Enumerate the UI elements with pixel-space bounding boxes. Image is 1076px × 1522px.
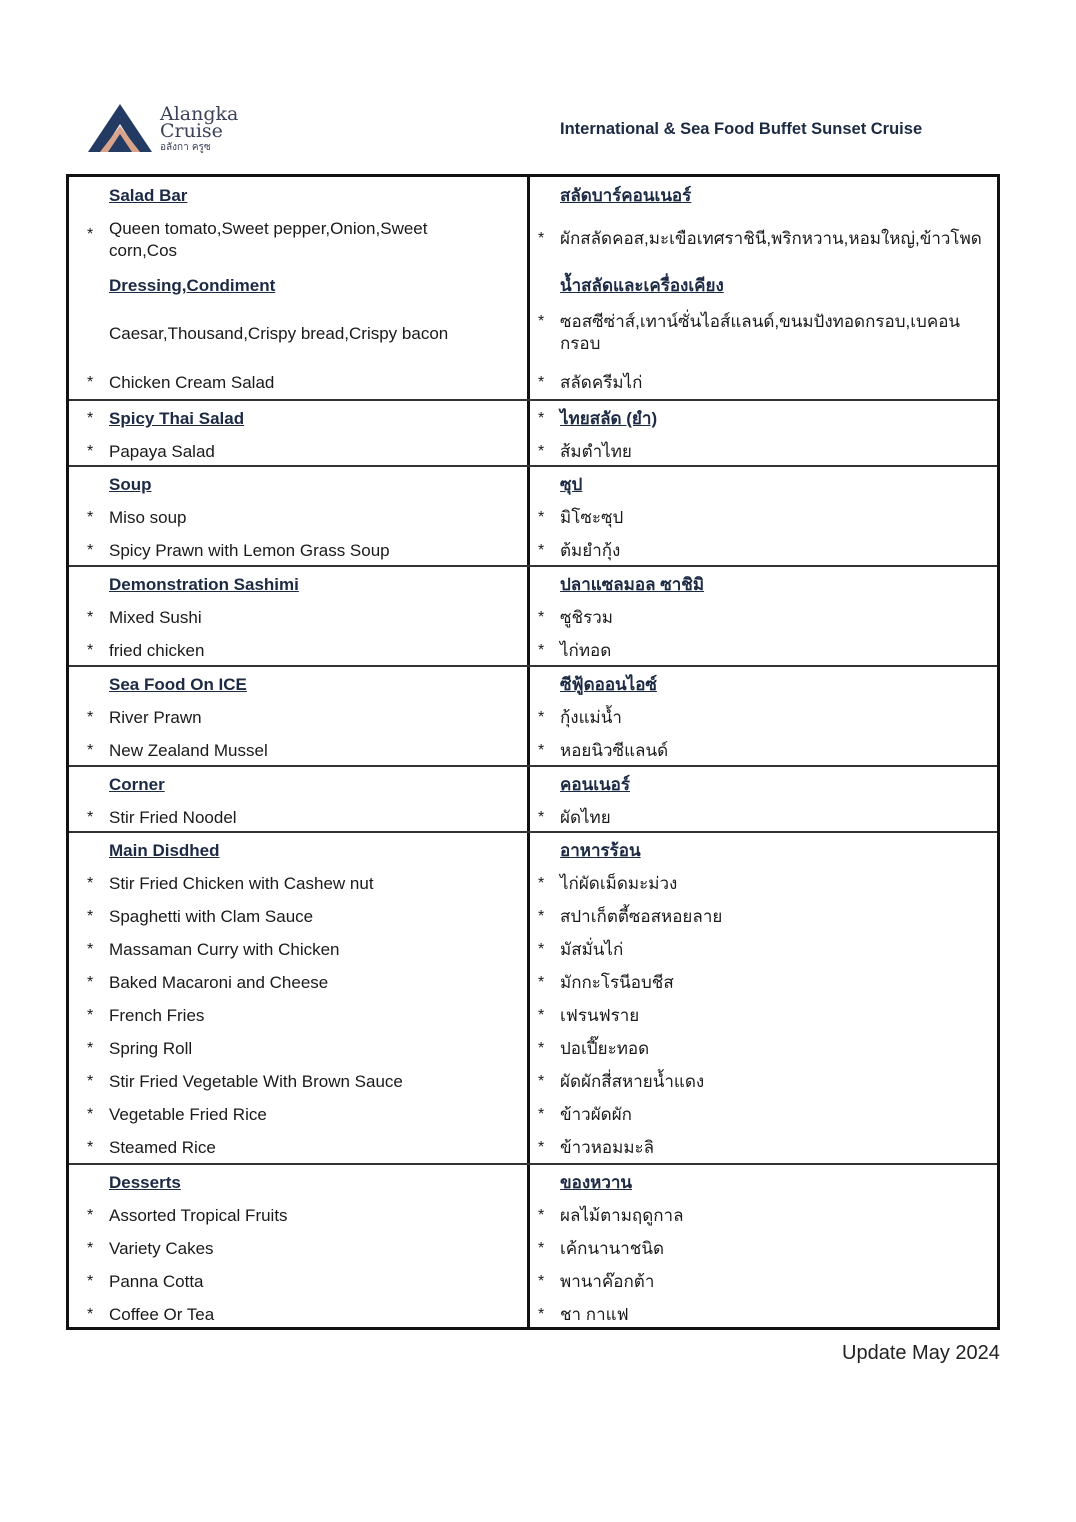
bullet-star-icon: * (87, 1306, 94, 1323)
document-title: International & Sea Food Buffet Sunset Cruise (560, 120, 923, 138)
bullet-star-icon: * (538, 709, 545, 726)
item-text: พานาค๊อกต้า (560, 1272, 655, 1291)
item-text: มัสมั่นไก่ (560, 940, 624, 959)
brand-logo (88, 104, 268, 156)
menu-item-en (109, 323, 469, 345)
bullet-star-icon: * (538, 1040, 545, 1057)
bullet-star-icon: * (538, 542, 545, 559)
bullet-star-icon: * (538, 974, 545, 991)
menu-item-th (538, 1104, 992, 1126)
section-heading-th (560, 574, 992, 596)
menu-section (69, 1163, 997, 1330)
menu-item-en (87, 1038, 469, 1060)
bullet-star-icon: * (538, 875, 545, 892)
menu-item-th (538, 1205, 992, 1227)
menu-item-en (87, 372, 469, 394)
bullet-star-icon: * (538, 1007, 545, 1024)
section-heading-en (87, 408, 469, 430)
menu-item-en (87, 441, 469, 463)
item-text: Miso soup (109, 508, 187, 527)
bullet-star-icon: * (538, 230, 545, 247)
bullet-star-icon: * (538, 1073, 545, 1090)
bullet-star-icon: * (538, 509, 545, 526)
item-text: Queen tomato,Sweet pepper,Onion,Sweet corn,Cos (109, 219, 428, 260)
menu-item-th (538, 1137, 992, 1159)
heading-text: Dressing,Condiment (109, 276, 276, 295)
menu-item-th (538, 441, 992, 463)
menu-section (69, 831, 997, 1163)
menu-section (69, 465, 997, 565)
item-text: Spicy Prawn with Lemon Grass Soup (109, 541, 390, 560)
item-text: ข้าวหอมมะลิ (560, 1138, 655, 1157)
heading-text: Soup (109, 475, 152, 494)
section-heading-en (109, 1172, 469, 1194)
menu-item-en (87, 972, 469, 994)
item-text: Steamed Rice (109, 1138, 216, 1157)
bullet-star-icon: * (538, 313, 545, 330)
bullet-star-icon: * (87, 709, 94, 726)
item-text: Stir Fried Chicken with Cashew nut (109, 874, 374, 893)
menu-item-en (87, 507, 469, 529)
item-text: Chicken Cream Salad (109, 373, 275, 392)
item-text: fried chicken (109, 641, 205, 660)
update-note: Update May 2024 (842, 1342, 1000, 1364)
item-text: Baked Macaroni and Cheese (109, 973, 329, 992)
item-text: ผัดผักสี่สหายน้ำแดง (560, 1072, 705, 1091)
bullet-star-icon: * (538, 1273, 545, 1290)
heading-text: อาหารร้อน (560, 841, 641, 860)
item-text: Variety Cakes (109, 1239, 214, 1258)
section-heading-th (560, 474, 992, 496)
item-text: ชา กาแฟ (560, 1305, 629, 1324)
heading-text: Desserts (109, 1173, 181, 1192)
section-heading-en (109, 674, 469, 696)
bullet-star-icon: * (87, 226, 94, 243)
menu-item-en (87, 607, 469, 629)
menu-item-en (87, 707, 469, 729)
item-text: Spring Roll (109, 1039, 193, 1058)
menu-item-th (538, 540, 992, 562)
section-heading-en (109, 574, 469, 596)
bullet-star-icon: * (87, 809, 94, 826)
item-text: French Fries (109, 1006, 205, 1025)
bullet-star-icon: * (538, 809, 545, 826)
menu-item-th (538, 1071, 992, 1093)
bullet-star-icon: * (538, 1106, 545, 1123)
menu-section (69, 177, 997, 399)
menu-item-th (538, 1304, 992, 1326)
menu-item-en (87, 873, 469, 895)
bullet-star-icon: * (87, 642, 94, 659)
item-text: ส้มตำไทย (560, 442, 632, 461)
bullet-star-icon: * (538, 1207, 545, 1224)
heading-text: Sea Food On ICE (109, 675, 247, 694)
item-text: ข้าวผัดผัก (560, 1105, 632, 1124)
menu-item-en (87, 1071, 469, 1093)
section-heading-th (560, 674, 992, 696)
bullet-star-icon: * (538, 742, 545, 759)
bullet-star-icon: * (538, 374, 545, 391)
section-heading-en (109, 840, 469, 862)
menu-item-th (538, 228, 992, 250)
item-text: Stir Fried Noodel (109, 808, 237, 827)
menu-item-en (87, 1005, 469, 1027)
section-heading-en (109, 474, 469, 496)
menu-section (69, 565, 997, 665)
bullet-star-icon: * (87, 609, 94, 626)
item-text: ปอเปี๊ยะทอด (560, 1039, 650, 1058)
brand-name-line2: Cruise (160, 120, 223, 142)
menu-item-en (87, 740, 469, 762)
section-heading-en (109, 774, 469, 796)
bullet-star-icon: * (87, 509, 94, 526)
menu-section (69, 765, 997, 831)
menu-item-th (538, 311, 992, 355)
bullet-star-icon: * (538, 609, 545, 626)
bullet-star-icon: * (87, 974, 94, 991)
menu-item-th (538, 1005, 992, 1027)
item-text: ไก่ผัดเม็ดมะม่วง (560, 874, 678, 893)
section-heading-th (560, 774, 992, 796)
menu-item-en (87, 939, 469, 961)
bullet-star-icon: * (87, 908, 94, 925)
heading-text: ซีฟู้ดออนไอซ์ (560, 675, 657, 694)
bullet-star-icon: * (538, 443, 545, 460)
heading-text: คอนเนอร์ (560, 775, 630, 794)
bullet-star-icon: * (87, 941, 94, 958)
heading-text: Salad Bar (109, 186, 188, 205)
item-text: เค้กนานาชนิด (560, 1239, 665, 1258)
section-heading-th (560, 185, 992, 207)
menu-item-th (538, 972, 992, 994)
menu-item-th (538, 507, 992, 529)
bullet-star-icon: * (87, 1073, 94, 1090)
menu-item-en (87, 906, 469, 928)
heading-text: ไทยสลัด (ยำ) (560, 409, 658, 428)
menu-item-th (538, 939, 992, 961)
menu-item-en (87, 1104, 469, 1126)
bullet-star-icon: * (87, 542, 94, 559)
bullet-star-icon: * (87, 1040, 94, 1057)
item-text: ซูชิรวม (560, 608, 613, 627)
item-text: Papaya Salad (109, 442, 215, 461)
menu-item-th (538, 807, 992, 829)
bullet-star-icon: * (87, 374, 94, 391)
item-text: ผัดไทย (560, 808, 611, 827)
bullet-star-icon: * (87, 875, 94, 892)
item-text: ซอสซีซ่าส์,เทาน์ซั่นไอส์แลนด์,ขนมปังทอดกรอบ,เบคอนกรอบ (560, 312, 961, 353)
bullet-star-icon: * (87, 1273, 94, 1290)
item-text: Coffee Or Tea (109, 1305, 215, 1324)
menu-item-en (87, 218, 469, 262)
section-heading-en (109, 185, 469, 207)
bullet-star-icon: * (538, 941, 545, 958)
item-text: ไก่ทอด (560, 641, 612, 660)
bullet-star-icon: * (538, 1306, 545, 1323)
item-text: Spaghetti with Clam Sauce (109, 907, 314, 926)
menu-item-th (538, 1271, 992, 1293)
logo-mark-icon (88, 104, 154, 154)
menu-item-en (87, 1304, 469, 1326)
menu-item-en (87, 1137, 469, 1159)
menu-item-th (538, 873, 992, 895)
bullet-star-icon: * (87, 410, 94, 427)
item-text: Massaman Curry with Chicken (109, 940, 340, 959)
heading-text: ของหวาน (560, 1173, 633, 1192)
menu-item-en (87, 807, 469, 829)
item-text: ผักสลัดคอส,มะเขือเทศราชินี,พริกหวาน,หอมใหญ่,ข้าวโพด (560, 229, 982, 248)
menu-section (69, 399, 997, 465)
bullet-star-icon: * (87, 1007, 94, 1024)
section-heading-en (109, 275, 469, 297)
menu-item-th (538, 740, 992, 762)
item-text: มิโซะซุป (560, 508, 624, 527)
item-text: Assorted Tropical Fruits (109, 1206, 288, 1225)
heading-text: Main Disdhed (109, 841, 220, 860)
item-text: Panna Cotta (109, 1272, 204, 1291)
section-heading-th (560, 1172, 992, 1194)
bullet-star-icon: * (538, 1240, 545, 1257)
bullet-star-icon: * (87, 1139, 94, 1156)
brand-name-thai: อลังกา ครูซ (160, 142, 211, 153)
section-heading-th (560, 275, 992, 297)
bullet-star-icon: * (538, 410, 545, 427)
bullet-star-icon: * (87, 443, 94, 460)
bullet-star-icon: * (538, 908, 545, 925)
section-heading-th (538, 408, 992, 430)
item-text: Vegetable Fried Rice (109, 1105, 267, 1124)
item-text: เฟรนฟราย (560, 1006, 640, 1025)
menu-item-en (87, 1238, 469, 1260)
bullet-star-icon: * (538, 642, 545, 659)
menu-item-en (87, 540, 469, 562)
menu-item-th (538, 707, 992, 729)
menu-item-en (87, 1271, 469, 1293)
bullet-star-icon: * (87, 742, 94, 759)
item-text: River Prawn (109, 708, 202, 727)
item-text: สปาเก็ตตี้ซอสหอยลาย (560, 907, 723, 926)
item-text: มักกะโรนีอบชีส (560, 973, 674, 992)
heading-text: Demonstration Sashimi (109, 575, 299, 594)
menu-item-th (538, 906, 992, 928)
menu-item-th (538, 1038, 992, 1060)
heading-text: Spicy Thai Salad (109, 409, 245, 428)
menu-item-th (538, 372, 992, 394)
item-text: ผลไม้ตามฤดูกาล (560, 1206, 684, 1225)
item-text: หอยนิวซีแลนด์ (560, 741, 669, 760)
menu-item-th (538, 640, 992, 662)
item-text: กุ้งแม่น้ำ (560, 708, 622, 727)
item-text: Caesar,Thousand,Crispy bread,Crispy bacon (109, 324, 449, 343)
menu-table (66, 174, 1000, 1330)
heading-text: Corner (109, 775, 165, 794)
bullet-star-icon: * (87, 1207, 94, 1224)
menu-item-en (87, 640, 469, 662)
heading-text: สลัดบาร์คอนเนอร์ (560, 186, 692, 205)
menu-item-en (87, 1205, 469, 1227)
item-text: สลัดครีมไก่ (560, 373, 643, 392)
bullet-star-icon: * (538, 1139, 545, 1156)
bullet-star-icon: * (87, 1106, 94, 1123)
item-text: ต้มยำกุ้ง (560, 541, 621, 560)
bullet-star-icon: * (87, 1240, 94, 1257)
heading-text: น้ำสลัดและเครื่องเคียง (560, 276, 724, 295)
menu-item-th (538, 607, 992, 629)
item-text: New Zealand Mussel (109, 741, 268, 760)
item-text: Mixed Sushi (109, 608, 202, 627)
menu-section (69, 665, 997, 765)
heading-text: ซุป (560, 475, 583, 494)
menu-item-th (538, 1238, 992, 1260)
brand-name (160, 103, 239, 142)
brand-name-line1: Alangka (160, 103, 239, 125)
item-text: Stir Fried Vegetable With Brown Sauce (109, 1072, 403, 1091)
heading-text: ปลาแซลมอล ซาชิมิ (560, 575, 705, 594)
section-heading-th (560, 840, 992, 862)
